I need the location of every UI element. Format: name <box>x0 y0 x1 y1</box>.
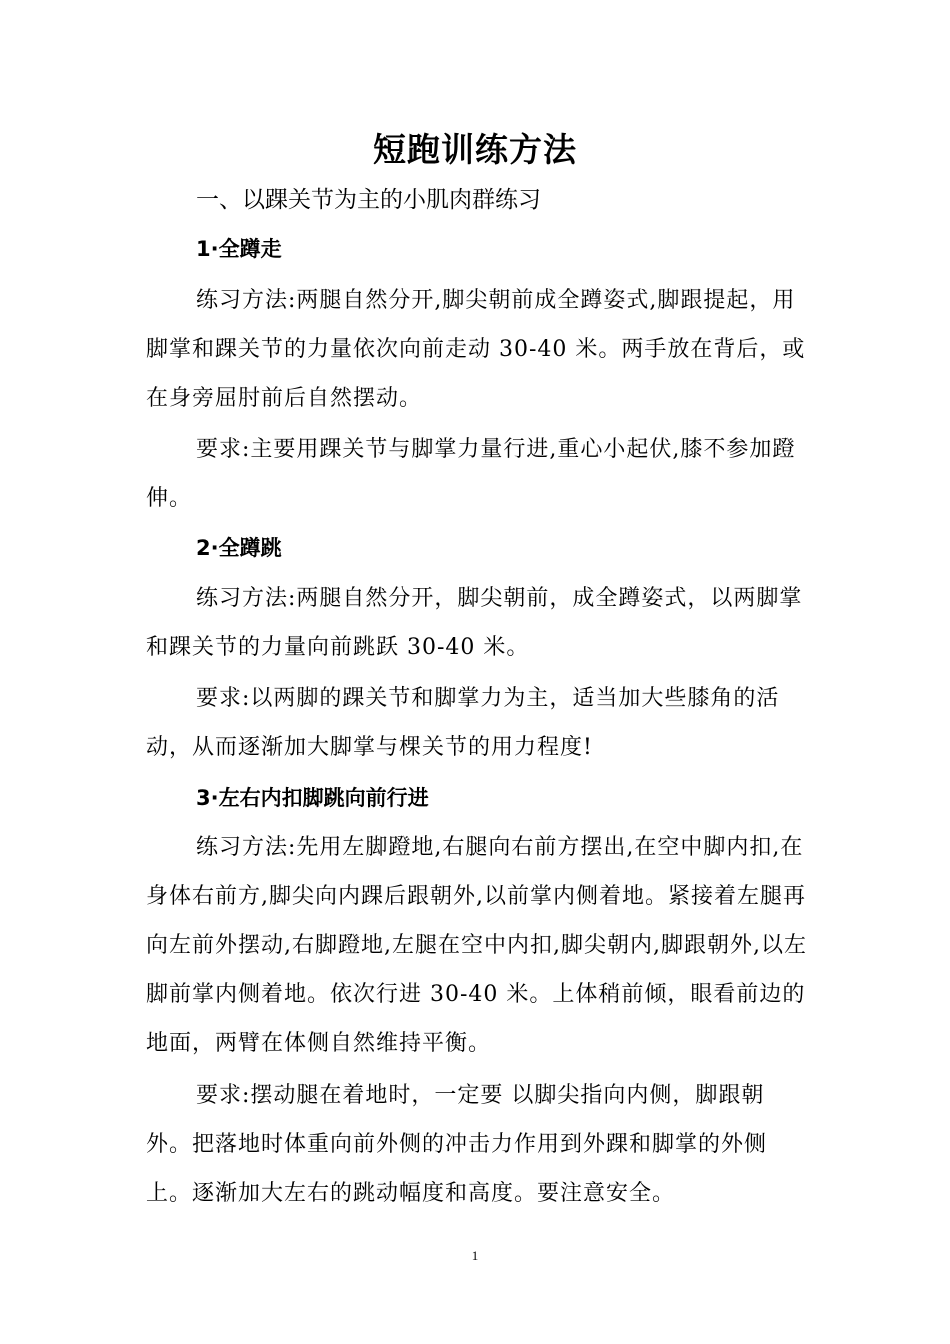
section-heading: 一、以踝关节为主的小肌肉群练习 <box>196 187 541 213</box>
exercise-1-method: 练习方法:两腿自然分开,脚尖朝前成全蹲姿式,脚跟提起，用脚掌和踝关节的力量依次向前走动 30-40 米。两手放在背后，或在身旁屈肘前后自然摆动。 <box>146 288 806 411</box>
exercise-heading-2: 2·全蹲跳 <box>196 536 282 560</box>
exercise-1-requirement: 要求:主要用踝关节与脚掌力量行进,重心小起伏,膝不参加蹬伸。 <box>146 437 796 511</box>
exercise-heading-1: 1·全蹲走 <box>196 237 282 261</box>
exercise-3-method: 练习方法:先用左脚蹬地,右腿向右前方摆出,在空中脚内扣,在身体右前方,脚尖向内踝后跟朝外,以前掌内侧着地。紧接着左腿再向左前外摆动,右脚蹬地,左腿在空中内扣,脚尖朝内,脚跟朝外,以左脚前掌内侧着地。依次行进 30-40 米。上体稍前倾，眼看前边的地面，两臂在体侧自然维持平衡。 <box>146 835 807 1056</box>
exercise-2-method: 练习方法:两腿自然分开，脚尖朝前，成全蹲姿式，以两脚掌和踝关节的力量向前跳跃 30-40 米。 <box>146 586 803 660</box>
document-title: 短跑训练方法 <box>373 130 577 169</box>
exercise-3-requirement: 要求:摆动腿在着地时，一定要 以脚尖指向内侧，脚跟朝外。把落地时体重向前外侧的冲击力作用到外踝和脚掌的外侧上。逐渐加大左右的跳动幅度和高度。要注意安全。 <box>146 1083 768 1206</box>
exercise-heading-3: 3·左右内扣脚跳向前行进 <box>196 786 429 810</box>
page-number: 1 <box>471 1248 479 1263</box>
exercise-2-requirement: 要求:以两脚的踝关节和脚掌力为主，适当加大些膝角的活动，从而逐渐加大脚掌与棵关节的用力程度! <box>146 686 780 760</box>
